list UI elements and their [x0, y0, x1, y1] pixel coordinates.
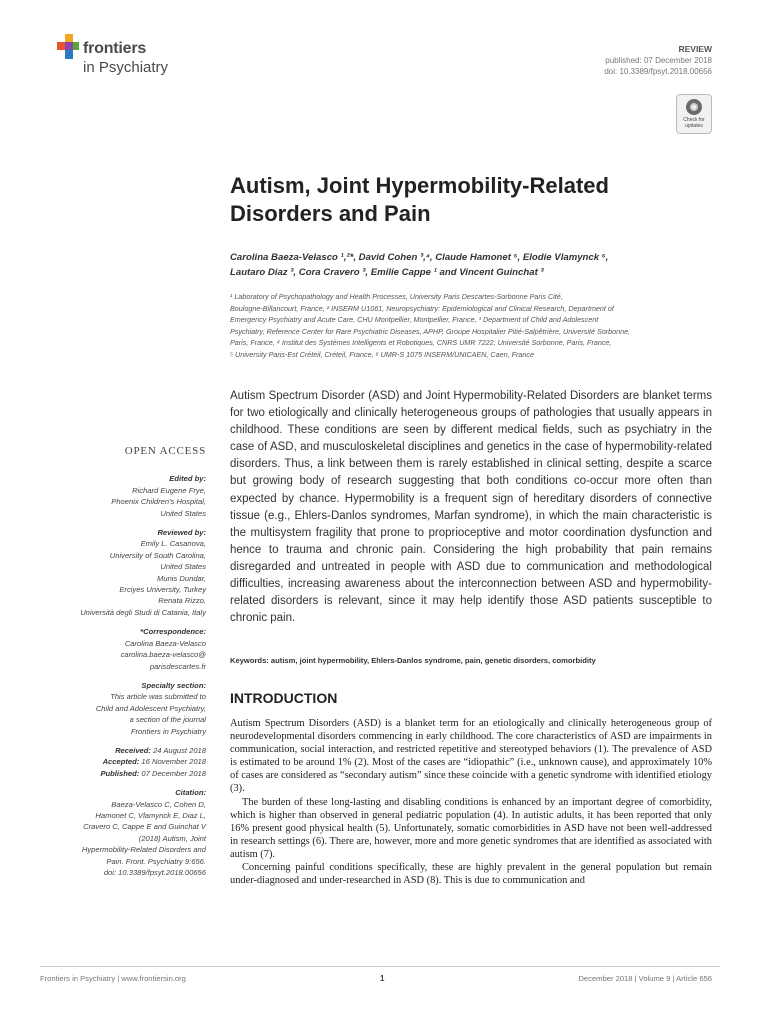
paragraph: Autism Spectrum Disorders (ASD) is a blanket term for an etiologically and clinically heterogeneous group of neurodevelopmental disorders commencing in early childhood. The core characteristics of ASD are impairments in communication, social interaction, and restricted repetitive and stereotyped behaviors (1). The prevalence of ASD is estimated to be around 1% (2). Most of the cases are “idiopathic” (i.e., unknown cause), and approximately 10% of cases are considered as “secondary autism” since these coincide with a genetic syndrome with identified etiology (3). [230, 718, 712, 795]
keywords: Keywords: autism, joint hypermobility, Ehlers-Danlos syndrome, pain, genetic disorders, comorbidity [230, 656, 596, 665]
title-line: Autism, Joint Hypermobility-Related [230, 173, 609, 198]
footer-issue-info: December 2018 | Volume 9 | Article 656 [578, 974, 712, 983]
affiliation-line: Emergency Psychiatry and Acute Care, CHU Montpellier, Montpellier, France, ³ Department of Child and Adolescent [230, 315, 599, 325]
section-heading-introduction: INTRODUCTION [230, 690, 338, 706]
reviewer-line[interactable]: Munis Dundar, [157, 573, 206, 583]
open-access-label: OPEN ACCESS [124, 445, 206, 457]
article-meta [604, 44, 712, 77]
reviewer-line: Università degli Studi di Catania, Italy [80, 607, 206, 617]
received-value: 24 August 2018 [153, 745, 206, 755]
reviewer-line: Erciyes University, Turkey [119, 585, 206, 595]
accepted-label: Accepted: [102, 757, 140, 767]
paragraph: Concerning painful conditions specifically, these are highly prevalent in the general population but remain under-diagnosed and under-researched in ASD (8). This is due to communication and [230, 862, 712, 887]
reviewer-line[interactable]: Renata Rizzo, [158, 596, 206, 606]
citation-line: Baeza-Velasco C, Cohen D, [111, 799, 206, 809]
specialty-line: This article was submitted to [110, 692, 206, 702]
citation-line: Hypermobility-Related Disorders and [81, 845, 206, 855]
page-number: 1 [380, 974, 385, 983]
frontiers-logo-icon [57, 34, 81, 60]
accepted-date [40, 756, 206, 767]
check-for-updates-button[interactable] [676, 94, 712, 134]
body-text [230, 717, 712, 887]
edited-by-label: Edited by: [169, 474, 206, 484]
affiliation-line: Paris, France, ⁴ Institut des Systèmes Intelligents et Robotiques, CNRS UMR 7222, Université Sorbonne, Paris, France, [230, 338, 612, 348]
published-date-sidebar [40, 768, 206, 779]
authors-line[interactable]: Carolina Baeza-Velasco ¹,²*, David Cohen ³,⁴, Claude Hamonet ⁵, Elodie Vlamynck ⁶, [230, 252, 609, 263]
citation-line: (2018) Autism, Joint [138, 833, 206, 843]
affiliation-line: ⁵ University Paris-Est Créteil, Créteil, France, ⁶ UMR-S 1075 INSERM/UNICAEN, Caen, France [230, 349, 534, 359]
correspondence-label: *Correspondence: [140, 627, 206, 637]
published-label: Published: [100, 768, 140, 778]
author-list [230, 250, 710, 280]
reviewed-by-label: Reviewed by: [157, 528, 206, 538]
accepted-value: 16 November 2018 [141, 757, 206, 767]
paragraph: The burden of these long-lasting and disabling conditions is enhanced by an important degree of comorbidity, which is higher than observed in general pediatric population (4). In autistic adults, it has been reported that only 16% present good physical health (5). Unfortunately, somatic comorbidities in ASD have not been well-addressed in research settings (6). There are, however, more and more genetic syndromes that are identified as associated with autism (7). [230, 796, 712, 860]
reviewer-line[interactable]: Emily L. Casanova, [140, 539, 206, 549]
citation-line: Hamonet C, Vlamynck E, Diaz L, [95, 810, 206, 820]
authors-line[interactable]: Lautaro Diaz ³, Cora Cravero ³, Emilie Cappe ¹ and Vincent Guinchat ³ [230, 267, 544, 278]
received-label: Received: [115, 745, 151, 755]
journal-name-line2: in Psychiatry [83, 59, 169, 76]
affiliations [230, 291, 720, 361]
article-title [230, 172, 730, 228]
check-updates-label: Check for updates [683, 117, 705, 129]
published-date: published: 07 December 2018 [605, 56, 712, 65]
journal-name-line1: frontiers [83, 40, 147, 57]
received-date [40, 745, 206, 756]
specialty-line: Frontiers in Psychiatry [130, 726, 206, 736]
citation-line: Pain. Front. Psychiatry 9:656. [106, 856, 206, 866]
specialty-line: a section of the journal [129, 715, 206, 725]
article-type: REVIEW [678, 44, 712, 54]
editor-line: Phoenix Children's Hospital, [111, 497, 206, 507]
editor-line[interactable]: Richard Eugene Frye, [132, 485, 206, 495]
sidebar [40, 446, 206, 878]
published-value: 07 December 2018 [141, 768, 206, 778]
citation-line: Cravero C, Cappe E and Guinchat V [83, 822, 206, 832]
correspondence-line: Carolina Baeza-Velasco [124, 638, 206, 648]
footer-journal-link[interactable]: Frontiers in Psychiatry | www.frontiersin.org [40, 974, 186, 983]
citation-doi[interactable]: doi: 10.3389/fpsyt.2018.00656 [103, 868, 206, 877]
affiliation-line: ¹ Laboratory of Psychopathology and Health Processes, University Paris Descartes-Sorbonne Paris Cité, [230, 292, 563, 301]
check-updates-icon [686, 99, 702, 115]
doi[interactable]: doi: 10.3389/fpsyt.2018.00656 [604, 67, 712, 76]
citation-label: Citation: [175, 788, 206, 798]
footer-divider [40, 966, 720, 967]
correspondence-email[interactable]: parisdescartes.fr [149, 661, 206, 671]
editor-line: United States [160, 508, 206, 518]
affiliation-line: Boulogne-Billancourt, France, ² INSERM U1061, Neuropsychiatry: Epidemiological and Clinical Research, Department of [230, 303, 614, 313]
specialty-section-label: Specialty section: [141, 680, 206, 690]
reviewer-line: United States [160, 562, 206, 572]
reviewer-line: University of South Carolina, [109, 550, 206, 560]
correspondence-email[interactable]: carolina.baeza-velasco@ [120, 650, 206, 660]
journal-logo[interactable] [57, 34, 197, 80]
title-line: Disorders and Pain [230, 201, 431, 226]
specialty-line: Child and Adolescent Psychiatry, [95, 703, 206, 713]
abstract: Autism Spectrum Disorder (ASD) and Joint Hypermobility-Related Disorders are blanket terms for two etiologically and clinically heterogeneous groups of pathologies that usually appears in childhood. These conditions are seen by different medical fields, such as psychiatry in the case of ASD, and musculoskeletal disciplines and genetics in the case of hypermobility-related disorders. Thus, a link between them is rarely established in clinical setting, despite a scarce but growing body of research suggesting that both conditions co-occur more often than expected by chance. Hypermobility is a frequent sign of hereditary disorders of connective tissue (e.g., Ehlers-Danlos syndromes, Marfan syndrome), in which the main characteristic is the multisystem fragility that prone to proprioceptive and motor coordination dysfunction and hence to trauma and chronic pain. Considering the high probability that pain remains disregarded and untreated in people with ASD due to communication and methodological difficulties, increasing awareness about the interconnection between ASD and hypermobility-related disorders is relevant, since it may help identify those ASD patients susceptible to chronic pain. [230, 390, 712, 625]
affiliation-line: Psychiatry, Reference Center for Rare Psychiatric Diseases, APHP, Groupe Hospitalier Pitié-Salpêtrière, Université Sorbonne, [230, 326, 631, 336]
